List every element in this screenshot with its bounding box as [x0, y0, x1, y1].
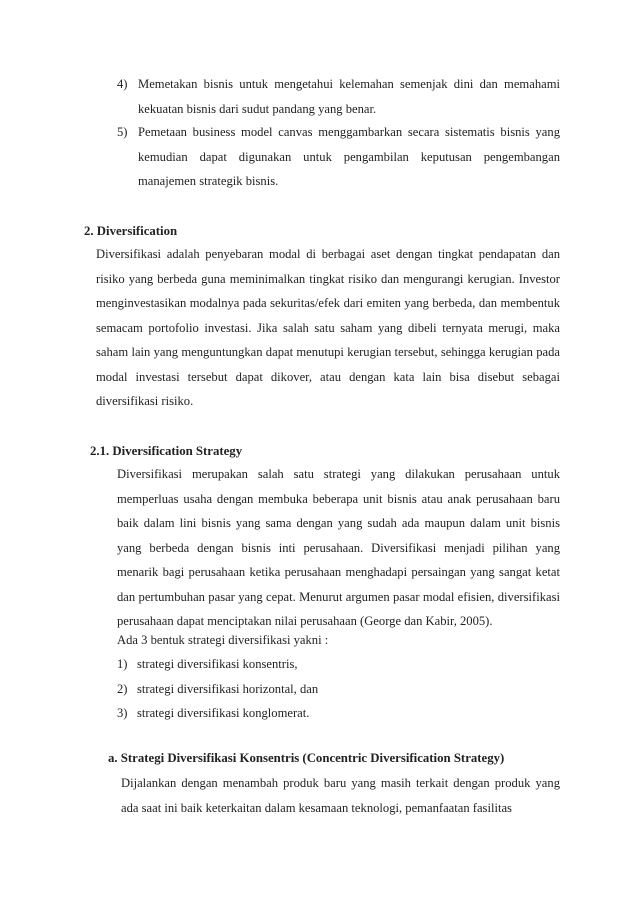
subsection-paragraph: Diversifikasi merupakan salah satu strategi yang dilakukan perusahaan untuk memperluas usaha dengan membuka beberapa unit bisnis atau anak perusahaan baru baik dalam lini bisnis yang sama dengan yang sudah ada maupun dalam unit bisnis yang berbeda dengan bisnis inti perusahaan. Diversifikasi menjadi pilihan yang menarik bagi perusahaan ketika perusahaan menghadapi persaingan yang sangat ketat dan pertumbuhan pasar yang cepat. Menurut argumen pasar modal efisien, diversifikasi perusahaan dapat menciptakan nilai perusahaan (George dan Kabir, 2005). — [117, 467, 560, 628]
list-number: 1) — [117, 657, 128, 671]
list-text: Pemetaan business model canvas menggambarkan secara sistematis bisnis yang kemudian dapat digunakan untuk pengambilan keputusan pengembangan manajemen strategik bisnis. — [138, 125, 560, 188]
list-item — [117, 652, 560, 677]
list-item — [117, 701, 560, 726]
list-item — [117, 120, 560, 194]
subsection-paragraph: Dijalankan dengan menambah produk baru yang masih terkait dengan produk yang ada saat ini baik keterkaitan dalam kesamaan teknologi, pemanfaatan fasilitas — [121, 776, 560, 815]
list-number: 5) — [117, 125, 128, 139]
subsection-heading: 2.1. Diversification Strategy — [90, 444, 243, 458]
list-number: 3) — [117, 706, 128, 720]
list-text: strategi diversifikasi konglomerat. — [137, 706, 310, 720]
list-item — [117, 677, 560, 702]
list-text: Memetakan bisnis untuk mengetahui kelemahan semenjak dini dan memahami kekuatan bisnis dari sudut pandang yang benar. — [138, 77, 560, 116]
list-item — [117, 72, 560, 121]
subsection-heading: a. Strategi Diversifikasi Konsentris (Concentric Diversification Strategy) — [108, 751, 505, 765]
forms-list — [117, 652, 560, 726]
list-number: 4) — [117, 77, 128, 91]
section-heading: 2. Diversification — [84, 224, 178, 238]
list-text: strategi diversifikasi konsentris, — [137, 657, 298, 671]
list-number: 2) — [117, 681, 128, 696]
forms-intro: Ada 3 bentuk strategi diversifikasi yakni : — [117, 633, 329, 647]
section-paragraph: Diversifikasi adalah penyebaran modal di berbagai aset dengan tingkat pendapatan dan risiko yang berbeda guna meminimalkan tingkat risiko dan mengurangi kerugian. Investor menginvestasikan modalnya pada sekuritas/efek dari emiten yang berbeda, dan membentuk semacam portofolio investasi. Jika salah satu saham yang dibeli ternyata merugi, maka saham lain yang menguntungkan dapat menutupi kerugian tersebut, sehingga kerugian pada modal investasi tersebut dapat dikover, atau dengan kata lain bisa disebut sebagai diversifikasi risiko. — [96, 247, 560, 408]
list-text: strategi diversifikasi horizontal, dan — [137, 681, 319, 696]
